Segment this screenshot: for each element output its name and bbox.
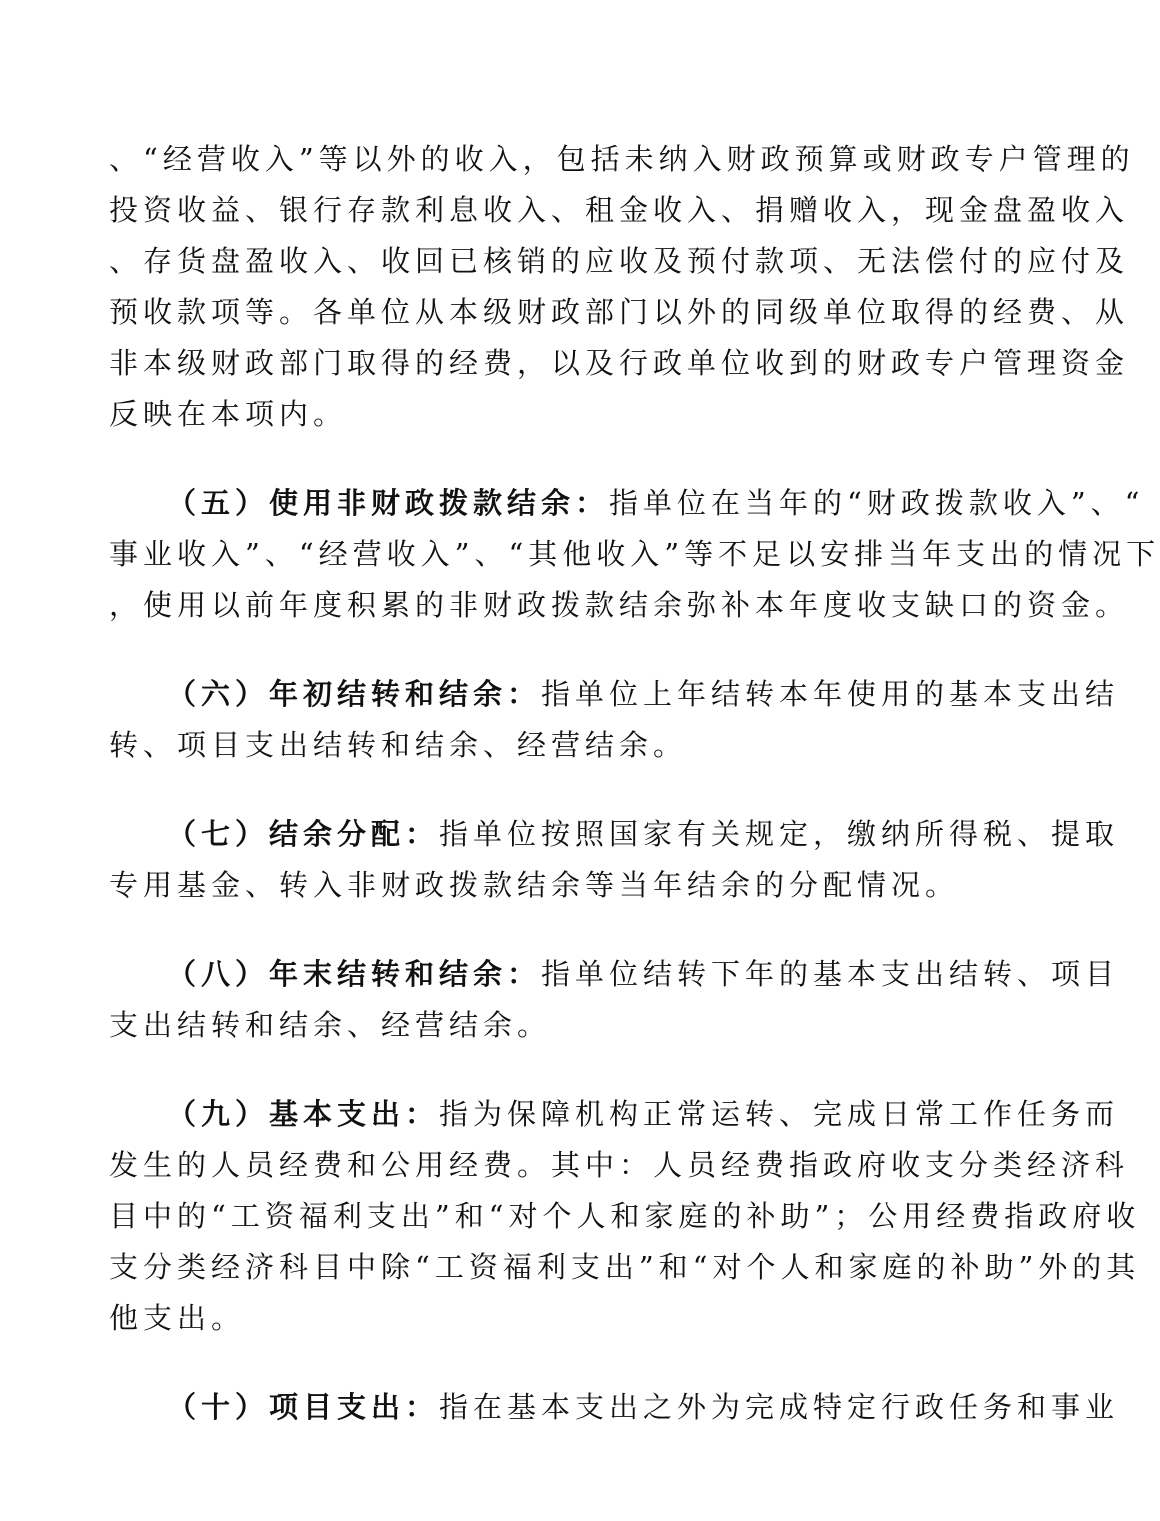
- text-line: 事业收入”、“经营收入”、“其他收入”等不足以安排当年支出的情况下: [109, 537, 1160, 571]
- term-definition: 指为保障机构正常运转、完成日常工作任务而: [439, 1097, 1120, 1131]
- text-line: 他支出。: [109, 1301, 246, 1335]
- paragraph-gap: [109, 771, 971, 809]
- paragraph-balance-distribution: [109, 809, 1120, 911]
- text-line: 非本级财政部门取得的经费，以及行政单位收到的财政专户管理资金: [109, 346, 1130, 380]
- term-heading: （九）基本支出：: [167, 1097, 440, 1131]
- term-definition: 指单位结转下年的基本支出结转、项目: [541, 957, 1120, 991]
- text-line: 转、项目支出结转和结余、经营结余。: [109, 728, 688, 762]
- paragraph-gap: [109, 1051, 971, 1089]
- paragraph-other-income: [109, 134, 1135, 440]
- text-line: [109, 949, 1120, 1000]
- term-heading: （十）项目支出：: [167, 1390, 440, 1424]
- paragraph-opening-carryover: [109, 669, 1120, 771]
- text-line: 支分类经济科目中除“工资福利支出”和“对个人和家庭的补助”外的其: [109, 1250, 1141, 1284]
- term-definition: 指单位按照国家有关规定，缴纳所得税、提取: [439, 817, 1120, 851]
- text-line: [109, 478, 1145, 529]
- paragraph-closing-carryover: [109, 949, 1120, 1051]
- paragraph-gap: [109, 631, 971, 669]
- term-definition: 指单位上年结转本年使用的基本支出结: [541, 677, 1120, 711]
- text-line: 发生的人员经费和公用经费。其中：人员经费指政府收支分类经济科: [109, 1148, 1130, 1182]
- text-line: 、存货盘盈收入、收回已核销的应收及预付款项、无法偿付的应付及: [109, 244, 1130, 278]
- document-page: [109, 134, 1160, 1433]
- term-heading: （五）使用非财政拨款结余：: [167, 486, 610, 520]
- paragraph-use-non-fiscal-balance: [109, 478, 1160, 631]
- paragraph-gap: [109, 1344, 971, 1382]
- text-line: [109, 669, 1120, 720]
- text-line: 专用基金、转入非财政拨款结余等当年结余的分配情况。: [109, 868, 960, 902]
- text-line: 目中的“工资福利支出”和“对个人和家庭的补助”；公用经费指政府收: [109, 1199, 1141, 1233]
- text-line: 、“经营收入”等以外的收入，包括未纳入财政预算或财政专户管理的: [109, 142, 1135, 176]
- text-line: 预收款项等。各单位从本级财政部门以外的同级单位取得的经费、从: [109, 295, 1130, 329]
- text-line: 支出结转和结余、经营结余。: [109, 1008, 552, 1042]
- text-line: 投资收益、银行存款利息收入、租金收入、捐赠收入，现金盘盈收入: [109, 193, 1130, 227]
- term-heading: （六）年初结转和结余：: [167, 677, 542, 711]
- text-line: 反映在本项内。: [109, 397, 348, 431]
- term-heading: （七）结余分配：: [167, 817, 440, 851]
- term-heading: （八）年末结转和结余：: [167, 957, 542, 991]
- paragraph-gap: [109, 911, 971, 949]
- text-line: ，使用以前年度积累的非财政拨款结余弥补本年度收支缺口的资金。: [109, 588, 1130, 622]
- text-line: [109, 1382, 1120, 1433]
- text-line: [109, 809, 1120, 860]
- paragraph-gap: [109, 440, 971, 478]
- paragraph-project-expenditure: [109, 1382, 1120, 1433]
- text-line: [109, 1089, 1120, 1140]
- term-definition: 指单位在当年的“财政拨款收入”、“: [609, 486, 1145, 520]
- paragraph-basic-expenditure: [109, 1089, 1141, 1344]
- term-definition: 指在基本支出之外为完成特定行政任务和事业: [439, 1390, 1120, 1424]
